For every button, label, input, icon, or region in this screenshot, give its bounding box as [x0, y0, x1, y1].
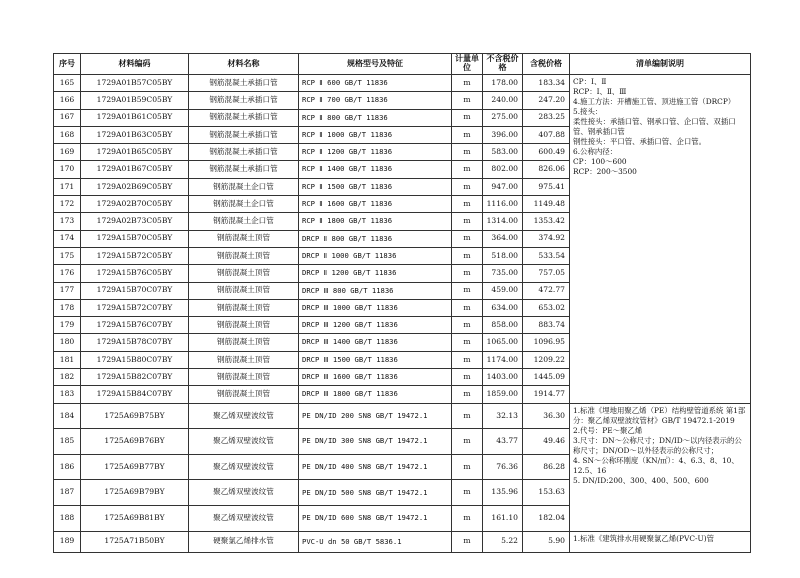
- cell-spec: RCP Ⅱ 700 GB/T 11836: [299, 92, 452, 109]
- cell-name: 钢筋混凝土承插口管: [189, 144, 299, 161]
- cell-code: 1729A15B76C07BY: [81, 317, 189, 334]
- cell-name: 钢筋混凝土顶管: [189, 265, 299, 282]
- note-line: 2.代号：PE～聚乙烯: [573, 425, 643, 435]
- cell-code: 1729A15B78C07BY: [81, 334, 189, 351]
- table-body: [54, 75, 751, 553]
- cell-name: 聚乙烯双壁波纹管: [189, 506, 299, 532]
- cell-seq: 178: [54, 299, 81, 316]
- cell-price-ex: 76.36: [483, 454, 523, 480]
- note-line: 5.接头：: [573, 106, 603, 116]
- cell-price-in: 1445.09: [523, 369, 570, 386]
- cell-name: 钢筋混凝土顶管: [189, 230, 299, 247]
- cell-name: 钢筋混凝土企口管: [189, 178, 299, 195]
- cell-price-in: 247.20: [523, 92, 570, 109]
- cell-spec: RCP Ⅱ 800 GB/T 11836: [299, 109, 452, 126]
- cell-spec: DRCP Ⅲ 1600 GB/T 11836: [299, 369, 452, 386]
- cell-price-ex: 396.00: [483, 126, 523, 143]
- cell-unit: m: [452, 429, 483, 455]
- cell-seq: 175: [54, 247, 81, 264]
- cell-price-ex: 583.00: [483, 144, 523, 161]
- cell-unit: m: [452, 480, 483, 506]
- note-cell-group2: [570, 403, 751, 531]
- cell-seq: 168: [54, 126, 81, 143]
- cell-code: 1729A15B70C07BY: [81, 282, 189, 299]
- table-row: [54, 75, 751, 92]
- note-line: CP：100～600: [573, 156, 627, 166]
- cell-code: 1725A69B76BY: [81, 429, 189, 455]
- cell-price-ex: 1065.00: [483, 334, 523, 351]
- cell-price-in: 407.88: [523, 126, 570, 143]
- cell-price-ex: 1116.00: [483, 196, 523, 213]
- cell-spec: RCP Ⅱ 1800 GB/T 11836: [299, 213, 452, 230]
- cell-spec: PE DN/ID 300 SN8 GB/T 19472.1: [299, 429, 452, 455]
- cell-code: 1729A02B70C05BY: [81, 196, 189, 213]
- cell-unit: m: [452, 213, 483, 230]
- cell-seq: 174: [54, 230, 81, 247]
- cell-unit: m: [452, 369, 483, 386]
- cell-code: 1729A15B84C07BY: [81, 386, 189, 403]
- cell-unit: m: [452, 178, 483, 195]
- cell-seq: 189: [54, 531, 81, 552]
- cell-price-ex: 518.00: [483, 247, 523, 264]
- cell-code: 1729A01B65C05BY: [81, 144, 189, 161]
- cell-seq: 172: [54, 196, 81, 213]
- cell-unit: m: [452, 334, 483, 351]
- cell-spec: DRCP Ⅲ 1200 GB/T 11836: [299, 317, 452, 334]
- cell-unit: m: [452, 282, 483, 299]
- cell-code: 1729A15B82C07BY: [81, 369, 189, 386]
- cell-code: 1729A01B63C05BY: [81, 126, 189, 143]
- cell-spec: PE DN/ID 200 SN8 GB/T 19472.1: [299, 403, 452, 429]
- cell-price-in: 1096.95: [523, 334, 570, 351]
- cell-seq: 169: [54, 144, 81, 161]
- cell-code: 1725A69B75BY: [81, 403, 189, 429]
- header-seq: 序号: [54, 54, 81, 75]
- cell-name: 聚乙烯双壁波纹管: [189, 480, 299, 506]
- cell-price-in: 183.34: [523, 75, 570, 92]
- table-row: [54, 531, 751, 552]
- cell-price-ex: 5.22: [483, 531, 523, 552]
- cell-code: 1729A15B72C05BY: [81, 247, 189, 264]
- note-line: RCP：Ⅰ、Ⅱ、Ⅲ: [573, 86, 627, 96]
- cell-spec: RCP Ⅱ 1000 GB/T 11836: [299, 126, 452, 143]
- material-price-table: [53, 53, 751, 553]
- cell-name: 钢筋混凝土顶管: [189, 317, 299, 334]
- cell-price-ex: 735.00: [483, 265, 523, 282]
- cell-price-ex: 858.00: [483, 317, 523, 334]
- cell-price-ex: 802.00: [483, 161, 523, 178]
- cell-price-in: 1149.48: [523, 196, 570, 213]
- note-line: 4.施工方法：开槽施工管、顶进施工管（DRCP）: [573, 96, 736, 106]
- cell-unit: m: [452, 230, 483, 247]
- cell-spec: PVC-U dn 50 GB/T 5836.1: [299, 531, 452, 552]
- cell-code: 1729A01B61C05BY: [81, 109, 189, 126]
- header-spec: 规格型号及特征: [299, 54, 452, 75]
- cell-code: 1729A01B59C05BY: [81, 92, 189, 109]
- cell-code: 1725A71B50BY: [81, 531, 189, 552]
- cell-seq: 171: [54, 178, 81, 195]
- cell-name: 聚乙烯双壁波纹管: [189, 403, 299, 429]
- cell-name: 钢筋混凝土顶管: [189, 386, 299, 403]
- cell-name: 钢筋混凝土承插口管: [189, 75, 299, 92]
- cell-spec: RCP Ⅱ 600 GB/T 11836: [299, 75, 452, 92]
- cell-unit: m: [452, 351, 483, 368]
- note-line: 4. SN～公称环刚度（KN/㎡）：4、6.3、8、10、12.5、16: [573, 455, 739, 475]
- cell-name: 钢筋混凝土承插口管: [189, 109, 299, 126]
- cell-unit: m: [452, 403, 483, 429]
- cell-price-ex: 178.00: [483, 75, 523, 92]
- cell-price-ex: 1403.00: [483, 369, 523, 386]
- note-line: 1.标准《建筑排水用硬聚氯乙烯(PVC-U)管: [573, 533, 714, 543]
- cell-price-in: 182.04: [523, 506, 570, 532]
- cell-price-in: 1209.22: [523, 351, 570, 368]
- cell-price-in: 1914.77: [523, 386, 570, 403]
- cell-code: 1729A15B70C05BY: [81, 230, 189, 247]
- cell-code: 1729A01B67C05BY: [81, 161, 189, 178]
- note-line: 3.尺寸：DN～公称尺寸；DN/ID～以内径表示的公称尺寸；DN/OD～以外径表示的公称尺寸；: [573, 435, 742, 455]
- cell-unit: m: [452, 109, 483, 126]
- cell-seq: 167: [54, 109, 81, 126]
- cell-seq: 170: [54, 161, 81, 178]
- cell-seq: 166: [54, 92, 81, 109]
- cell-price-ex: 43.77: [483, 429, 523, 455]
- cell-price-ex: 161.10: [483, 506, 523, 532]
- cell-spec: PE DN/ID 400 SN8 GB/T 19472.1: [299, 454, 452, 480]
- header-price-in: 含税价格: [523, 54, 570, 75]
- cell-name: 钢筋混凝土顶管: [189, 334, 299, 351]
- cell-price-ex: 459.00: [483, 282, 523, 299]
- cell-price-ex: 634.00: [483, 299, 523, 316]
- note-line: CP：Ⅰ、Ⅱ: [573, 77, 607, 86]
- cell-unit: m: [452, 265, 483, 282]
- cell-spec: DRCP Ⅱ 1200 GB/T 11836: [299, 265, 452, 282]
- cell-price-in: 49.46: [523, 429, 570, 455]
- cell-seq: 176: [54, 265, 81, 282]
- cell-spec: DRCP Ⅲ 1400 GB/T 11836: [299, 334, 452, 351]
- cell-spec: PE DN/ID 600 SN8 GB/T 19472.1: [299, 506, 452, 532]
- cell-code: 1725A69B77BY: [81, 454, 189, 480]
- cell-price-in: 374.92: [523, 230, 570, 247]
- cell-name: 钢筋混凝土企口管: [189, 213, 299, 230]
- cell-price-in: 5.90: [523, 531, 570, 552]
- note-line: 6.公称内径：: [573, 146, 618, 156]
- cell-seq: 173: [54, 213, 81, 230]
- cell-seq: 182: [54, 369, 81, 386]
- cell-price-in: 826.06: [523, 161, 570, 178]
- note-line: 柔性接头：承插口管、钢承口管、企口管、双插口管、钢承插口管: [573, 116, 736, 136]
- cell-price-ex: 135.96: [483, 480, 523, 506]
- cell-unit: m: [452, 126, 483, 143]
- cell-name: 聚乙烯双壁波纹管: [189, 454, 299, 480]
- cell-unit: m: [452, 161, 483, 178]
- header-note: 清单编制说明: [570, 54, 751, 75]
- cell-seq: 177: [54, 282, 81, 299]
- cell-price-in: 653.02: [523, 299, 570, 316]
- header-code: 材料编码: [81, 54, 189, 75]
- cell-price-in: 86.28: [523, 454, 570, 480]
- cell-spec: DRCP Ⅲ 1000 GB/T 11836: [299, 299, 452, 316]
- cell-price-ex: 947.00: [483, 178, 523, 195]
- cell-name: 钢筋混凝土顶管: [189, 369, 299, 386]
- cell-price-in: 1353.42: [523, 213, 570, 230]
- cell-code: 1729A02B69C05BY: [81, 178, 189, 195]
- table-header-row: [54, 54, 751, 75]
- cell-unit: m: [452, 531, 483, 552]
- cell-seq: 183: [54, 386, 81, 403]
- cell-seq: 185: [54, 429, 81, 455]
- cell-code: 1729A02B73C05BY: [81, 213, 189, 230]
- table-row: [54, 403, 751, 429]
- cell-code: 1729A15B80C07BY: [81, 351, 189, 368]
- cell-price-ex: 1314.00: [483, 213, 523, 230]
- cell-price-ex: 1859.00: [483, 386, 523, 403]
- cell-name: 钢筋混凝土顶管: [189, 247, 299, 264]
- cell-price-in: 600.49: [523, 144, 570, 161]
- header-name: 材料名称: [189, 54, 299, 75]
- cell-unit: m: [452, 196, 483, 213]
- cell-unit: m: [452, 299, 483, 316]
- cell-unit: m: [452, 506, 483, 532]
- header-unit: 计量单位: [452, 54, 483, 75]
- cell-unit: m: [452, 92, 483, 109]
- cell-code: 1729A15B76C05BY: [81, 265, 189, 282]
- note-line: 5. DN/ID:200、300、400、500、600: [573, 475, 709, 485]
- cell-unit: m: [452, 144, 483, 161]
- cell-spec: RCP Ⅱ 1400 GB/T 11836: [299, 161, 452, 178]
- cell-price-in: 36.30: [523, 403, 570, 429]
- cell-name: 钢筋混凝土顶管: [189, 351, 299, 368]
- cell-name: 钢筋混凝土企口管: [189, 196, 299, 213]
- cell-price-in: 883.74: [523, 317, 570, 334]
- cell-spec: PE DN/ID 500 SN8 GB/T 19472.1: [299, 480, 452, 506]
- cell-spec: RCP Ⅱ 1500 GB/T 11836: [299, 178, 452, 195]
- cell-spec: RCP Ⅱ 1200 GB/T 11836: [299, 144, 452, 161]
- note-line: RCP：200～3500: [573, 166, 637, 176]
- cell-name: 硬聚氯乙烯排水管: [189, 531, 299, 552]
- note-cell-group3: [570, 531, 751, 552]
- cell-price-in: 153.63: [523, 480, 570, 506]
- cell-name: 钢筋混凝土承插口管: [189, 92, 299, 109]
- header-price-ex: 不含税价 格: [483, 54, 523, 75]
- cell-unit: m: [452, 75, 483, 92]
- cell-spec: DRCP Ⅲ 800 GB/T 11836: [299, 282, 452, 299]
- cell-name: 聚乙烯双壁波纹管: [189, 429, 299, 455]
- cell-seq: 184: [54, 403, 81, 429]
- cell-name: 钢筋混凝土顶管: [189, 282, 299, 299]
- cell-seq: 180: [54, 334, 81, 351]
- cell-unit: m: [452, 317, 483, 334]
- cell-seq: 188: [54, 506, 81, 532]
- cell-spec: RCP Ⅱ 1600 GB/T 11836: [299, 196, 452, 213]
- cell-seq: 187: [54, 480, 81, 506]
- cell-code: 1725A69B81BY: [81, 506, 189, 532]
- cell-spec: DRCP Ⅱ 1000 GB/T 11836: [299, 247, 452, 264]
- cell-spec: DRCP Ⅲ 1800 GB/T 11836: [299, 386, 452, 403]
- cell-unit: m: [452, 454, 483, 480]
- cell-price-ex: 275.00: [483, 109, 523, 126]
- note-line: 1.标准《埋地用聚乙烯（PE）结构壁管道系统 第1部分：聚乙烯双壁波纹管材》GB/T 19472.1-2019: [573, 405, 746, 425]
- cell-spec: DRCP Ⅱ 800 GB/T 11836: [299, 230, 452, 247]
- cell-seq: 186: [54, 454, 81, 480]
- cell-name: 钢筋混凝土顶管: [189, 299, 299, 316]
- cell-price-ex: 32.13: [483, 403, 523, 429]
- cell-seq: 179: [54, 317, 81, 334]
- cell-price-in: 472.77: [523, 282, 570, 299]
- cell-code: 1729A15B72C07BY: [81, 299, 189, 316]
- cell-code: 1725A69B79BY: [81, 480, 189, 506]
- cell-price-in: 975.41: [523, 178, 570, 195]
- cell-price-in: 283.25: [523, 109, 570, 126]
- cell-price-in: 533.54: [523, 247, 570, 264]
- cell-seq: 165: [54, 75, 81, 92]
- note-cell-group1: [570, 75, 751, 404]
- cell-price-ex: 240.00: [483, 92, 523, 109]
- cell-price-in: 757.05: [523, 265, 570, 282]
- cell-price-ex: 364.00: [483, 230, 523, 247]
- cell-seq: 181: [54, 351, 81, 368]
- cell-price-ex: 1174.00: [483, 351, 523, 368]
- cell-name: 钢筋混凝土承插口管: [189, 126, 299, 143]
- cell-name: 钢筋混凝土承插口管: [189, 161, 299, 178]
- cell-unit: m: [452, 386, 483, 403]
- cell-unit: m: [452, 247, 483, 264]
- cell-code: 1729A01B57C05BY: [81, 75, 189, 92]
- note-line: 钢性接头：平口管、承插口管、企口管。: [573, 136, 707, 146]
- cell-spec: DRCP Ⅲ 1500 GB/T 11836: [299, 351, 452, 368]
